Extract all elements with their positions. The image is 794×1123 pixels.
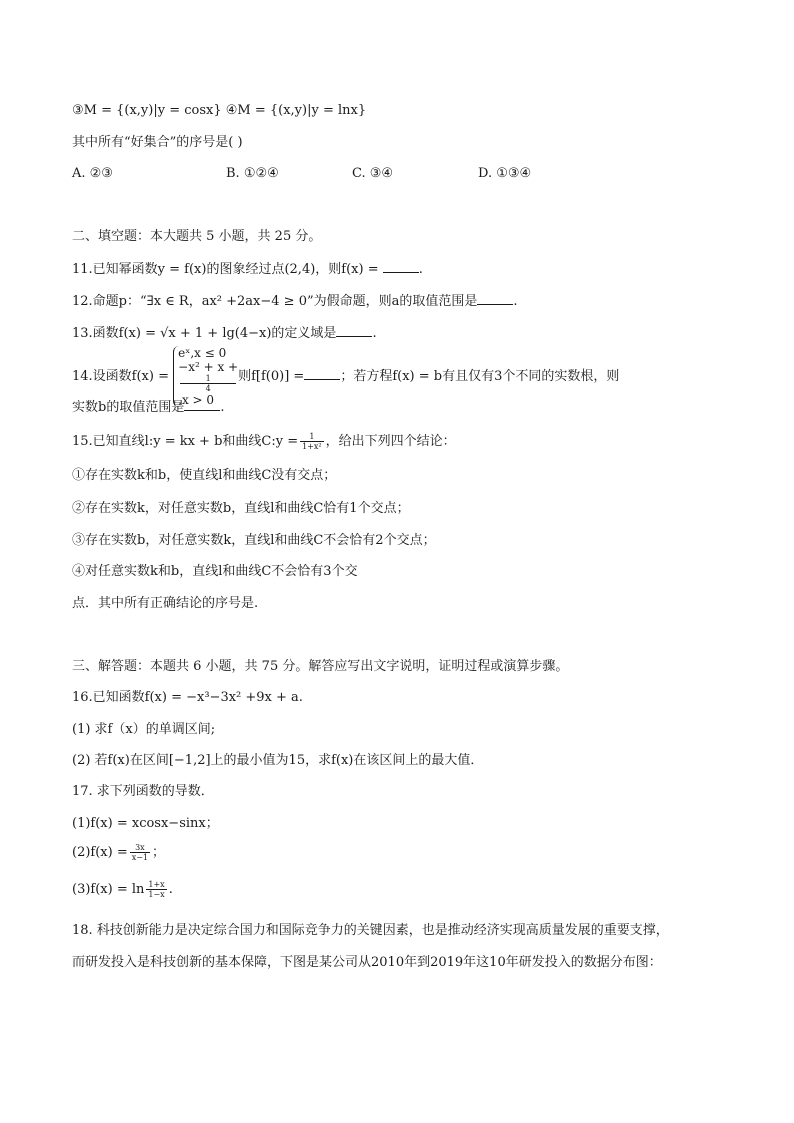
q14-line2-end: . — [220, 400, 225, 415]
q15-conclusion-3: ③存在实数b，对任意实数k，直线l和曲线C不会恰有2个交点； — [72, 533, 436, 548]
q17-part3 — [72, 880, 173, 899]
option-b: B. ①②④ — [226, 166, 279, 181]
q17-part1: (1)f(x) = xcosx−sinx； — [72, 816, 219, 831]
question-15 — [72, 432, 456, 451]
q14-frac-den: 4 — [205, 384, 211, 393]
answer-blank — [336, 324, 372, 337]
q15-frac-den: 1+x² — [302, 442, 322, 451]
q14-lead: 14.设函数f(x) = — [72, 369, 169, 384]
q15-conclusion-4: ④对任意实数k和b，直线l和曲线C不会恰有3个交 — [72, 564, 358, 579]
q16-part2: (2) 若f(x)在区间[−1,2]上的最小值为15，求f(x)在该区间上的最大值． — [72, 753, 484, 768]
q14-case2-b: ,x > 0 — [178, 393, 215, 407]
question-14-line2 — [72, 398, 224, 417]
q13-text: 13.函数f(x) = √x + 1 + lg(4−x)的定义域是 — [72, 326, 337, 341]
q17-p2-lead: (2)f(x) = — [72, 845, 128, 860]
q15-fraction — [300, 432, 324, 451]
q17-p3-den: 1−x — [148, 890, 165, 899]
q15-frac-num: 1 — [300, 432, 324, 442]
section2-header: 二、填空题：本大题共 5 小题，共 25 分。 — [72, 229, 322, 244]
q15-conclusion-4-cont: 点．其中所有正确结论的序号是. — [72, 596, 259, 611]
q18-line1: 18. 科技创新能力是决定综合国力和国际竞争力的关键因素，也是推动经济实现高质量发展的重要支撑， — [72, 923, 669, 938]
section3-header: 三、解答题：本题共 6 小题，共 75 分。解答应写出文字说明，证明过程或演算步骤。 — [72, 659, 569, 674]
q15-conclusion-2: ②存在实数k，对任意实数b，直线l和曲线C恰有1个交点； — [72, 501, 410, 516]
question-13 — [72, 324, 377, 343]
question-11 — [72, 260, 423, 279]
option-d: D. ①③④ — [478, 166, 532, 181]
q16-part1: (1) 求f（x）的单调区间; — [72, 722, 216, 737]
answer-blank — [184, 398, 220, 411]
q17-p2-den: x−1 — [131, 853, 149, 862]
q14-case2-a: −x² + x + — [178, 360, 239, 374]
q15-lead: 15.已知直线l:y = kx + b和曲线C:y = — [72, 434, 299, 449]
sets-3-4: ③M = {(x,y)|y = cosx} ④M = {(x,y)|y = lnx} — [72, 103, 367, 118]
q17-p2-num: 3x — [130, 843, 150, 853]
question-prompt: 其中所有“好集合”的序号是( ) — [72, 135, 243, 150]
q12-text: 12.命题p：“∃x ∈ R，ax² +2ax−4 ≥ 0”为假命题，则a的取值范围是 — [72, 294, 478, 309]
q11-text: 11.已知幂函数y = f(x)的图象经过点(2,4)，则f(x) = — [72, 262, 379, 277]
q17-p3-end: . — [168, 882, 173, 897]
question-12 — [72, 292, 518, 311]
q13-end: . — [372, 326, 377, 341]
q15-conclusion-1: ①存在实数k和b，使直线l和曲线C没有交点； — [72, 468, 337, 483]
q12-end: . — [513, 294, 518, 309]
q14-case1: eˣ,x ≤ 0 — [178, 346, 227, 360]
q14-frac-num: 1 — [180, 374, 236, 384]
q11-end: . — [418, 262, 423, 277]
q17-stem: 17. 求下列函数的导数． — [72, 784, 214, 799]
q17-p3-fraction — [146, 880, 166, 899]
q17-p3-lead: (3)f(x) = ln — [72, 882, 145, 897]
answer-blank — [383, 260, 419, 273]
q16-stem: 16.已知函数f(x) = −x³−3x² +9x + a. — [72, 690, 303, 705]
q17-p2-end: ； — [152, 845, 166, 860]
q15-tail: ，给出下列四个结论： — [325, 434, 456, 449]
q14-mid: 则f[f(0)] = — [238, 369, 305, 384]
option-a: A. ②③ — [72, 166, 113, 181]
q14-fraction — [180, 374, 236, 393]
q17-p2-fraction — [130, 843, 150, 862]
answer-blank — [304, 367, 340, 380]
q14-mid2: ；若方程f(x) = b有且仅有3个不同的实数根，则 — [340, 369, 620, 384]
q18-line2: 而研发投入是科技创新的基本保障，下图是某公司从2010年到2019年这10年研发投入的数据分布图： — [72, 955, 662, 970]
answer-blank — [477, 292, 513, 305]
q17-p3-num: 1+x — [148, 880, 165, 889]
q17-part2 — [72, 843, 165, 862]
q14-line2: 实数b的取值范围是 — [72, 400, 185, 415]
option-c: C. ③④ — [352, 166, 394, 181]
